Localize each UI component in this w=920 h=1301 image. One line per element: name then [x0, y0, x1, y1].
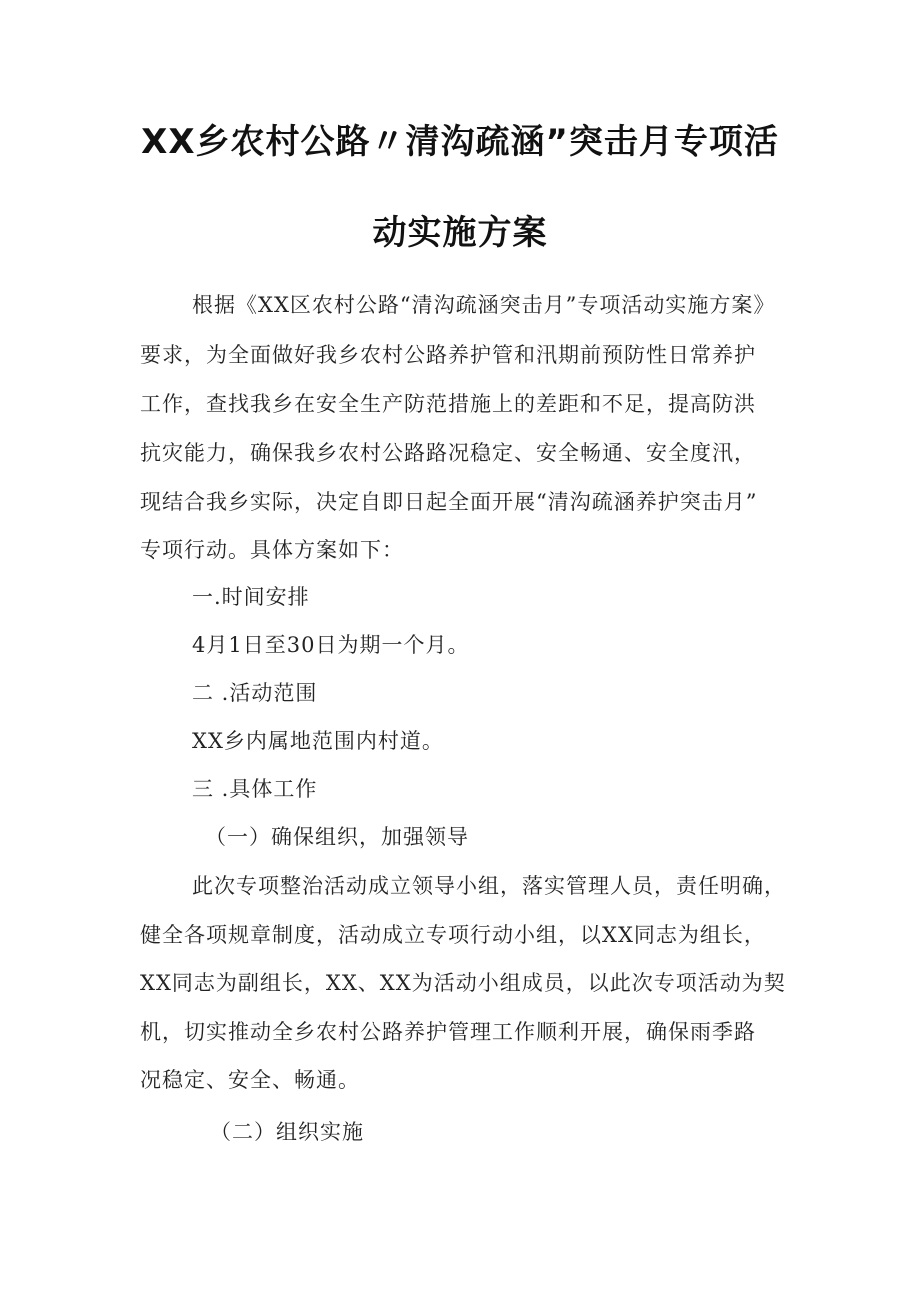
section-1-text: 4月1日至30日为期一个月。 [192, 633, 470, 657]
sub1-line-2: 健全各项规章制度，活动成立专项行动小组，以XX同志为组长， [140, 923, 766, 947]
section-2-text: XX乡内属地范围内村道。 [192, 729, 444, 753]
intro-line-6: 专项行动。具体方案如下： [140, 538, 404, 562]
sub1-line-5: 况稳定、安全、畅通。 [140, 1068, 360, 1092]
sub1-line-3: XX同志为副组长，XX、XX为活动小组成员，以此次专项活动为契 [140, 971, 786, 995]
document-title-line-1: XX乡农村公路〃清沟疏涵”突击月专项活 [141, 122, 779, 162]
section-2-heading: 二 .活动范围 [192, 681, 318, 705]
sub1-line-1: 此次专项整治活动成立领导小组，落实管理人员，责任明确， [192, 874, 786, 898]
subsection-2-heading: （二）组织实施 [210, 1120, 364, 1144]
section-3-heading: 三 .具体工作 [192, 777, 318, 801]
sub1-line-4: 机，切实推动全乡农村公路养护管理工作顺利开展，确保雨季路 [140, 1020, 756, 1044]
intro-line-3: 工作，查找我乡在安全生产防范措施上的差距和不足，提高防洪 [140, 392, 756, 416]
intro-line-2: 要求，为全面做好我乡农村公路养护管和汛期前预防性日常养护 [140, 343, 756, 367]
intro-line-4: 抗灾能力，确保我乡农村公路路况稳定、安全畅通、安全度汛， [140, 441, 756, 465]
intro-line-1: 根据《XX区农村公路“清沟疏涵突击月”专项活动实施方案》 [192, 293, 776, 317]
subsection-1-heading: （一）确保组织，加强领导 [205, 825, 469, 849]
section-1-heading: 一.时间安排 [192, 585, 310, 609]
intro-line-5: 现结合我乡实际，决定自即日起全面开展“清沟疏涵养护突击月” [140, 490, 758, 514]
document-title-line-2: 动实施方案 [372, 213, 548, 253]
